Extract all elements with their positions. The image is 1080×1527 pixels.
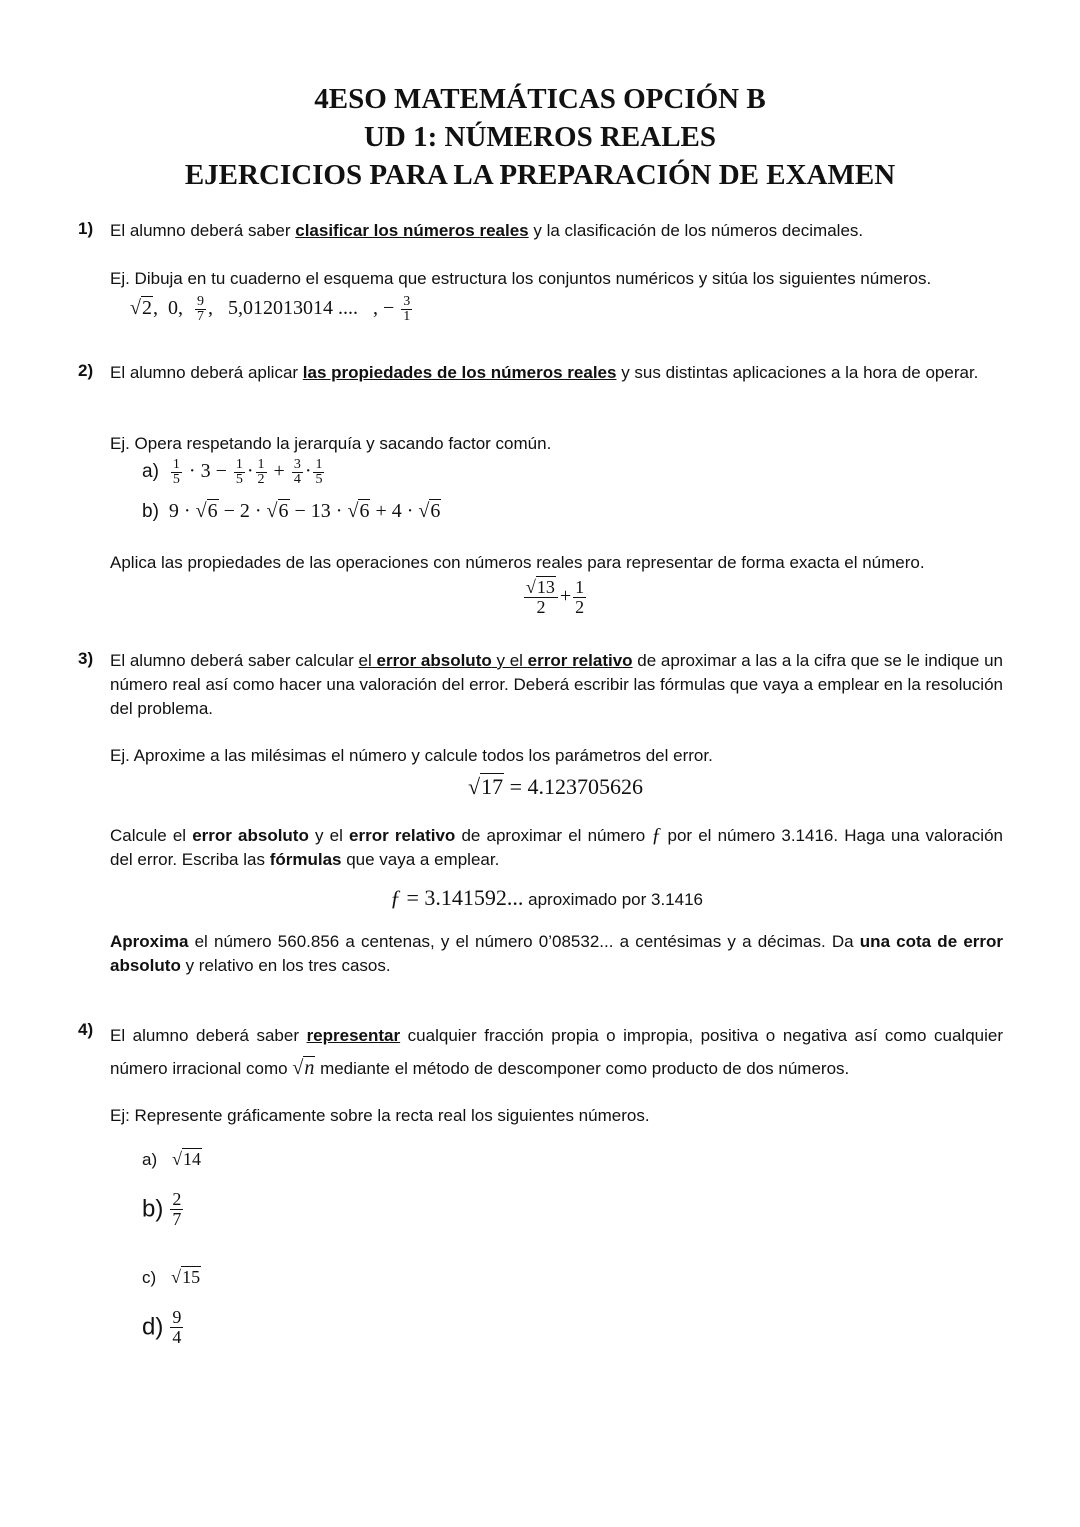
fraction: $\frac{1}{5}$ [315,457,323,487]
section-2-intro: El alumno deberá aplicar las propiedades de los números reales y sus distintas aplicaciones a la hora de operar. [110,363,979,382]
section-2-number: 2) [78,361,94,380]
section-3-intro: El alumno deberá saber calcular el error absoluto y el error relativo de aproximar a las a la cifra que se le indique un número real así como hacer una valoración del error. Deberá escribir las fórmulas que vaya a emplear en la resolución del problema. [110,651,1003,718]
title-line-2: UD 1: NÚMEROS REALES [363,121,717,153]
emphasis: clasificar los números reales [295,221,529,240]
calculate-error-text: Calcule el error absoluto y el error relativo de aproximar el número ƒ por el número 3.1416. Haga una valoración del error. Escriba las fórmulas que vaya a emplear. [110,824,1003,869]
section-2-example: Ej. Opera respetando la jerarquía y sacando factor común. [110,434,552,453]
item-label: a) [142,461,159,483]
section-1-example: Ej. Dibuja en tu cuaderno el esquema que estructura los conjuntos numéricos y sitúa los siguientes números. [110,269,932,288]
section-4-number: 4) [78,1020,94,1039]
section-1-numbers: √2, 0, $\frac{9}{7}$ , 5,012013014 .... , − $\frac{3}{1}$ [130,294,411,324]
represent-item-d: d) $\frac{9}{4}$ [142,1307,182,1347]
approximate-text: Aproxima el número 560.856 a centenas, y el número 0’08532... a centésimas y a décimas. Da una cota de error absoluto y relativo en los tres casos. [110,932,1004,975]
section-3-number: 3) [78,649,94,668]
section-4-intro: El alumno deberá saber representar cualquier fracción propia o impropia, positiva o negativa así como cualquier número irracional como √n mediante el método de descomponer como producto de dos números. [110,1026,1003,1079]
fraction-9-7: $\frac{9}{7}$ [196,294,204,324]
text: y la clasificación de los números decimales. [528,221,864,240]
section-1-intro [110,219,1003,243]
sqrt-2: √2 [130,297,152,320]
section-1-number: 1) [78,219,94,238]
represent-item-a: a) √14 [142,1149,202,1169]
item-label: b) [142,501,159,522]
apply-properties-text: Aplica las propiedades de las operaciones con números reales para representar de forma exacta el número. [110,553,925,572]
zero: 0, [167,297,183,320]
title-line-1: 4ESO MATEMÁTICAS OPCIÓN B [314,83,766,115]
decimal-number: 5,012013014 .... [227,297,358,320]
fraction: $\frac{1}{5}$ [172,457,180,487]
text: El alumno deberá saber [110,221,296,240]
section-3-example: Ej. Aproxime a las milésimas el número y calcule todos los parámetros del error. [110,746,713,765]
neg-sign: , − [372,297,395,320]
f-approximation-line: ƒ = 3.141592... aproximado por 3.1416 [390,885,703,910]
title-line-3: EJERCICIOS PARA LA PREPARACIÓN DE EXAMEN [184,159,896,191]
item-b-expression: b) 9 · √6 − 2 · √6 − 13 · √6 + 4 · √6 [142,500,441,522]
emphasis: las propiedades de los números reales [302,363,617,382]
exact-expression: $\frac{√13}{2}$ + $\frac{1}{2}$ [526,577,585,617]
fraction-neg-3-1: $\frac{3}{1}$ [403,294,411,324]
item-a-expression: a) $\frac{1}{5}$ · 3 − $\frac{1}{5}$ · $\frac{1}{2}$ + $\frac{3}{4}$ · $\frac{1}{5}$ [142,457,323,487]
fraction: $\frac{3}{4}$ [293,457,301,487]
represent-item-c: c) √15 [142,1267,201,1287]
represent-item-b: b) $\frac{2}{7}$ [142,1189,182,1229]
fraction: $\frac{1}{5}$ [235,457,243,487]
sqrt17-equation: √17 = 4.123705626 [468,774,643,799]
section-4-example: Ej: Represente gráficamente sobre la recta real los siguientes números. [110,1106,650,1125]
fraction: $\frac{1}{2}$ [257,457,265,487]
